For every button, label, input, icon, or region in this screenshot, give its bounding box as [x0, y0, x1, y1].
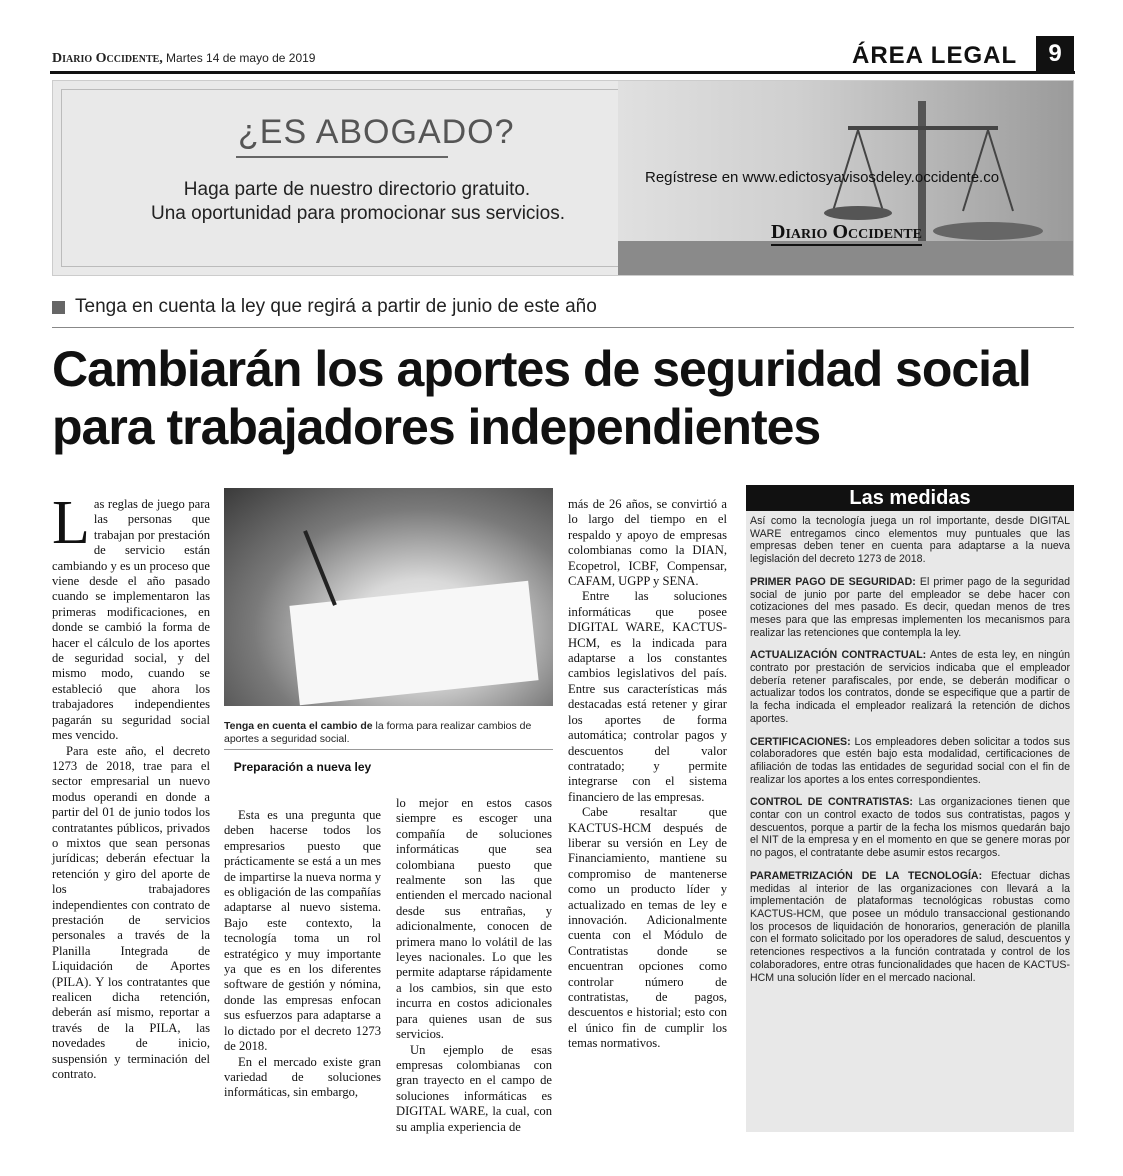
article-column-4: [568, 497, 727, 1052]
paragraph: Para este año, el decreto 1273 de 2018, trae para el sector empresarial un nuevo modus operandi en donde a partir del 01 de junio todos los contratantes públicos, privados o mixtos que sean personas jurídicas; deberán efectuar la retención y giro del aporte de los trabajadores independientes con contrato de prestación de servicios personales a través de la Planilla Integrada de Liquidación de Aportes (PILA). Y los contratantes que realicen dicha retención, deberán así mismo, reportar a través de la PILA, las novedades de inicio, suspensión y terminación del contrato.: [52, 743, 210, 1082]
photo-caption: [224, 720, 553, 750]
page-number: 9: [1036, 36, 1074, 72]
sidebar-body: [746, 511, 1074, 984]
ad-title-underline: [236, 156, 448, 158]
paragraph: Cabe resaltar que KACTUS-HCM después de liberar su versión en Ley de Financiamiento, mantiene su compromiso de mantenerse como un producto líder y actualizado en temas de ley e innovación. Adicionalmente cuenta con el Módulo de Contratistas donde se encuentran opciones como controlar número de contratistas, de pagos, descuentos e historial; esto con el único fin de cumplir los temas normativos.: [568, 805, 727, 1051]
sidebar-item: [750, 736, 1070, 787]
caption-bold: Tenga en cuenta el cambio de: [224, 720, 373, 732]
sidebar-intro: Así como la tecnología juega un rol importante, desde DIGITAL WARE entregamos cinco elementos muy puntuales que las empresas deben tener en cuenta para adaptarse a la nueva legislación del decreto 1273 de 2018.: [750, 515, 1070, 566]
square-bullet-icon: [52, 301, 65, 314]
sidebar-term: ACTUALIZACIÓN CONTRACTUAL:: [750, 649, 927, 662]
sidebar-text: Las organizaciones tienen que contar con un control exacto de todos sus contratistas, pagos y descuentos, porque a partir de la fecha los mismos quedarán bajo el NIT de la empresa y en el momento en que se genere moras por no pagos, el contratante debe asumir estos recargos.: [750, 796, 1070, 860]
sidebar-term: PARAMETRIZACIÓN DE LA TECNOLOGÍA:: [750, 869, 983, 882]
article-column-2: [224, 808, 381, 1101]
article-photo: [224, 488, 553, 706]
sidebar-term: CONTROL DE CONTRATISTAS:: [750, 796, 913, 809]
ad-line-2: Una oportunidad para promocionar sus servicios.: [151, 203, 565, 224]
kicker-divider: [52, 327, 1074, 328]
paragraph: más de 26 años, se convirtió a lo largo del tiempo en el respaldo y apoyo de empresas colombianas como la DIAN, Ecopetrol, ICBF, Compensar, CAFAM, UGPP y SENA.: [568, 497, 727, 589]
paragraph: [52, 489, 210, 744]
article-column-1: [52, 489, 210, 1082]
sidebar-item: [750, 870, 1070, 984]
sidebar-item: [750, 576, 1070, 640]
paper-name: Diario Occidente,: [52, 51, 163, 66]
sidebar-text: Efectuar dichas medidas al interior de las organizaciones con llevará a la implementación de plataformas tecnológicas robustas como KACTUS-HCM, que posee un módulo transaccional gestionando los procesos de liquidación de honorarios, generación de planilla con el formato solicitado por los operadores de salud, descuentos y retenciones respectivos a la función contratada y control de los colaboradores, entre otras funcionalidades que hacen de KACTUS-HCM una solución líder en el mercado nacional.: [750, 869, 1070, 984]
paragraph: Esta es una pregunta que deben hacerse todos los empresarios puesto que prácticamente se está a un mes de impartirse la nueva norma y es obligación de las compañías adaptarse al nuevo sistema. Bajo este contexto, la tecnología toma un rol estratégico y muy importante ya que es en los diferentes software de gestión y nómina, donde las empresas enfocan sus esfuerzos para adaptarse a lo dictado por el decreto 1273 de 2018.: [224, 808, 381, 1054]
sidebar-term: PRIMER PAGO DE SEGURIDAD:: [750, 575, 916, 588]
paragraph: En el mercado existe gran variedad de soluciones informáticas, sin embargo,: [224, 1054, 381, 1100]
sidebar-text: El primer pago de la seguridad social de junio por parte del empleador se debe hacer con cotizaciones del mes pasado. Es decir, quedan menos de tres meses para que las empresas implementen los mecanismos para realizar las retenciones que contempla la ley.: [750, 575, 1070, 639]
article-column-3: [396, 796, 552, 1135]
article-kicker: [52, 296, 597, 318]
sidebar-text: Los empleadores deben solicitar a todos sus colaboradores que estén bajo esta modalidad, certificaciones de afiliación de todas las entidades de seguridad social con el fin de realizar los aportes a los entes correspondientes.: [750, 735, 1070, 786]
drop-cap: L: [52, 489, 90, 557]
pen-icon: [303, 530, 337, 606]
paragraph-text: as reglas de juego para las personas que trabajan por prestación de servicio están cambiando y es un proceso que viene desde el año pasado cuando se implementaron las primeras modificaciones, en donde se cambió la forma de hacer el cálculo de los aportes de seguridad social, y del mismo modo, cuando se estableció que ahora los trabajadores independientes pagarán su seguridad social mes vencido.: [52, 497, 210, 743]
sidebar-term: CERTIFICACIONES:: [750, 735, 851, 748]
paragraph: Entre las soluciones informáticas que posee DIGITAL WARE, KACTUS-HCM, es la indicada para adaptarse a los constantes cambios legislativos del país. Entre sus características más destacadas está retener y girar los aportes de forma automática; controlar pagos y descuentos del valor contratado; y permite integrarse con el sistema financiero de las empresas.: [568, 589, 727, 804]
caption-text: la forma para realizar cambios de aportes a seguridad social.: [224, 720, 532, 745]
sidebar-item: [750, 649, 1070, 725]
issue-date: Martes 14 de mayo de 2019: [166, 51, 316, 65]
publication-line: [52, 50, 315, 67]
header-divider: [50, 71, 1075, 74]
paper-in-photo: [289, 581, 538, 706]
article-subhead: Preparación a nueva ley: [233, 760, 372, 774]
kicker-text: Tenga en cuenta la ley que regirá a partir de junio de este año: [75, 296, 597, 317]
article-headline: Cambiarán los aportes de seguridad social para trabajadores independientes: [52, 341, 1031, 455]
sidebar-box: [746, 485, 1074, 1132]
sidebar-item: [750, 796, 1070, 860]
ad-logo: Diario Occidente: [771, 221, 922, 246]
ad-title: ¿ES ABOGADO?: [238, 113, 515, 151]
ad-register-url[interactable]: Regístrese en www.edictosyavisosdeley.occidente.co: [645, 169, 1000, 186]
paragraph: lo mejor en estos casos siempre es escoger una compañía de soluciones informáticas que sea colombiana puesto que realmente son las que entienden el mercado nacional desde sus entrañas, y adicionalmente, conocen de primera mano lo volátil de las leyes nacionales. Lo que les permite adaptarse rápidamente a los cambios, sin que esto incurra en costos adicionales para quienes usan de sus servicios.: [396, 796, 552, 1042]
sidebar-text: Antes de esta ley, en ningún contrato por prestación de servicios indicaba que el empleador debería retener parafiscales, por ende, se deberán modificar o actualizar todos los contratos, donde se especifique que a partir de la fecha indicada el empleador realizará la retención de dichos aportes.: [750, 649, 1070, 725]
ad-line-1: Haga parte de nuestro directorio gratuito.: [183, 179, 531, 200]
sidebar-title: Las medidas: [746, 485, 1074, 511]
lawyer-directory-ad: [52, 80, 1074, 276]
paragraph: Un ejemplo de esas empresas colombianas con gran trayecto en el campo de soluciones informáticas es DIGITAL WARE, la cual, con su amplia experiencia de: [396, 1042, 552, 1134]
section-title: ÁREA LEGAL: [852, 42, 1018, 69]
